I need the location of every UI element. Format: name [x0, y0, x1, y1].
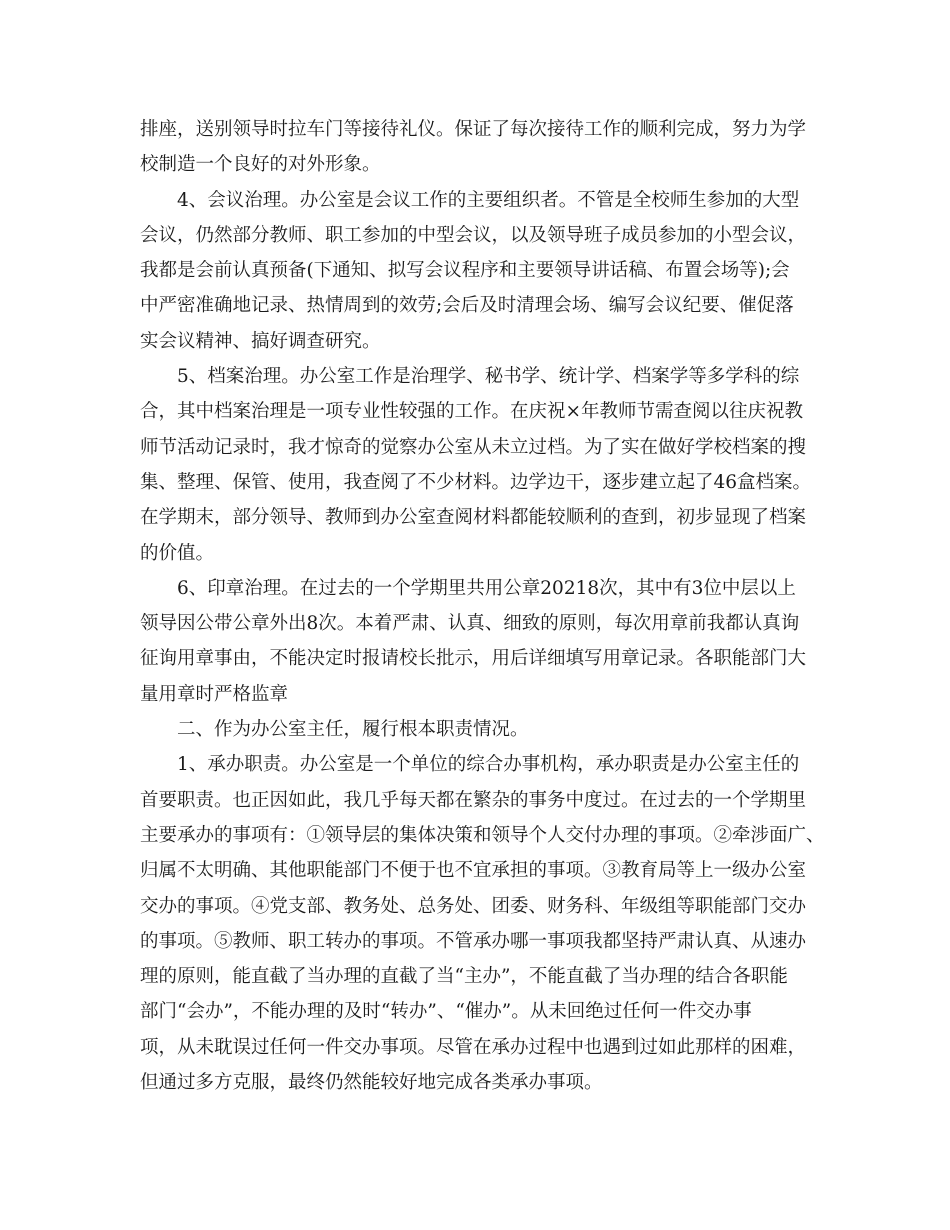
paragraph-archive-management	[140, 359, 820, 571]
text-line: 交办的事项。④党支部、教务处、总务处、团委、财务科、年级组等职能部门交办	[140, 895, 807, 917]
paragraph-meeting-management	[140, 183, 820, 359]
text-line: 中严密准确地记录、热情周到的效劳;会后及时清理会场、编写会议纪要、催促落	[140, 295, 794, 317]
text-line: 师节活动记录时，我才惊奇的觉察办公室从未立过档。为了实在做好学校档案的搜	[140, 436, 807, 458]
paragraph-reception-continued	[140, 112, 820, 183]
text-line: 6、印章治理。在过去的一个学期里共用公章20218次，其中有3位中层以上	[177, 577, 796, 599]
paragraph-undertaking-duties	[140, 747, 825, 1100]
text-line: 领导因公带公章外出8次。本着严肃、认真、细致的原则，每次用章前我都认真询	[140, 613, 800, 635]
text-line: 1、承办职责。办公室是一个单位的综合办事机构，承办职责是办公室主任的	[177, 754, 800, 776]
text-line: 实会议精神、搞好调查研究。	[140, 330, 381, 352]
text-line: 理的原则，能直截了当办理的直截了当“主办”，不能直截了当办理的结合各职能	[140, 966, 788, 988]
text-line: 主要承办的事项有：①领导层的集体决策和领导个人交付办理的事项。②牵涉面广、	[140, 824, 825, 846]
text-line: 校制造一个良好的对外形象。	[140, 154, 381, 176]
text-line: 二、作为办公室主任，履行根本职责情况。	[177, 719, 529, 741]
text-line: 项，从未耽误过任何一件交办事项。尽管在承办过程中也遇到过如此那样的困难，	[140, 1036, 807, 1058]
text-line: 部门“会办”，不能办理的及时“转办”、“催办”。从未回绝过任何一件交办事	[140, 1001, 752, 1023]
text-line: 会议，仍然部分教师、职工参加的中型会议，以及领导班子成员参加的小型会议，	[140, 224, 807, 246]
text-line: 合，其中档案治理是一项专业性较强的工作。在庆祝×年教师节需查阅以往庆祝教	[140, 401, 804, 423]
paragraph-seal-management	[140, 571, 820, 712]
text-line: 4、会议治理。办公室是会议工作的主要组织者。不管是全校师生参加的大型	[177, 189, 800, 211]
text-line: 征询用章事由，不能决定时报请校长批示，用后详细填写用章记录。各职能部门大	[140, 648, 807, 670]
text-line: 5、档案治理。办公室工作是治理学、秘书学、统计学、档案学等多学科的综	[177, 366, 800, 388]
document-body	[140, 112, 825, 1100]
text-line: 的价值。	[140, 542, 215, 564]
text-line: 量用章时严格监章	[140, 683, 289, 705]
text-line: 的事项。⑤教师、职工转办的事项。不管承办哪一事项我都坚持严肃认真、从速办	[140, 930, 807, 952]
text-line: 集、整理、保管、使用，我查阅了不少材料。边学边干，逐步建立起了46盒档案。	[140, 471, 812, 493]
section-heading-duties	[140, 712, 820, 747]
text-line: 首要职责。也正因如此，我几乎每天都在繁杂的事务中度过。在过去的一个学期里	[140, 789, 807, 811]
text-line: 我都是会前认真预备(下通知、拟写会议程序和主要领导讲话稿、布置会场等);会	[140, 260, 790, 282]
text-line: 排座，送别领导时拉车门等接待礼仪。保证了每次接待工作的顺利完成，努力为学	[140, 119, 807, 140]
text-line: 归属不太明确、其他职能部门不便于也不宜承担的事项。③教育局等上一级办公室	[140, 860, 807, 882]
text-line: 但通过多方克服，最终仍然能较好地完成各类承办事项。	[140, 1072, 603, 1094]
text-line: 在学期末，部分领导、教师到办公室查阅材料都能较顺利的查到，初步显现了档案	[140, 507, 807, 529]
